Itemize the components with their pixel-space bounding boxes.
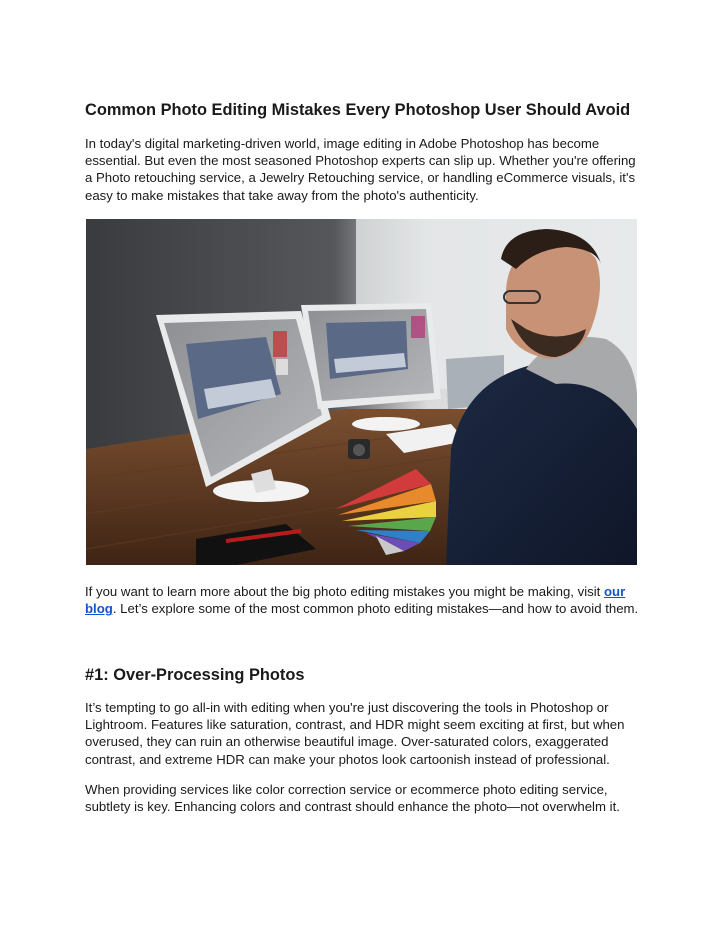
- blog-paragraph-lead: If you want to learn more about the big photo editing mistakes you might be making, visit: [85, 584, 604, 599]
- section-paragraph-1: It’s tempting to go all-in with editing when you're just discovering the tools in Photoshop or Lightroom. Features like saturation, contrast, and HDR might seem exciting at first, but when overused, they can ruin an otherwise beautiful image. Over-saturated colors, exaggerated contrast, and extreme HDR can make your photos look cartoonish instead of professional.: [85, 700, 625, 767]
- article-title: Common Photo Editing Mistakes Every Photoshop User Should Avoid: [85, 101, 631, 119]
- our-blog-link[interactable]: our blog: [85, 584, 626, 617]
- blog-paragraph-tail: . Let’s explore some of the most common photo editing mistakes—and how to avoid them.: [112, 601, 639, 617]
- hero-photo: [86, 219, 637, 565]
- blog-paragraph: [85, 583, 645, 617]
- section-paragraph-2: When providing services like color correction service or ecommerce photo editing service, subtlety is key. Enhancing colors and contrast should enhance the photo—not overwhelm it.: [85, 782, 620, 815]
- intro-paragraph: In today's digital marketing-driven world, image editing in Adobe Photoshop has become essential. But even the most seasoned Photoshop experts can slip up. Whether you're offering a Photo retouching service, a Jewelry Retouching service, or handling eCommerce visuals, it's easy to make mistakes that take away from the photo's authenticity.: [85, 136, 636, 203]
- section-heading: #1: Over-Processing Photos: [85, 666, 305, 684]
